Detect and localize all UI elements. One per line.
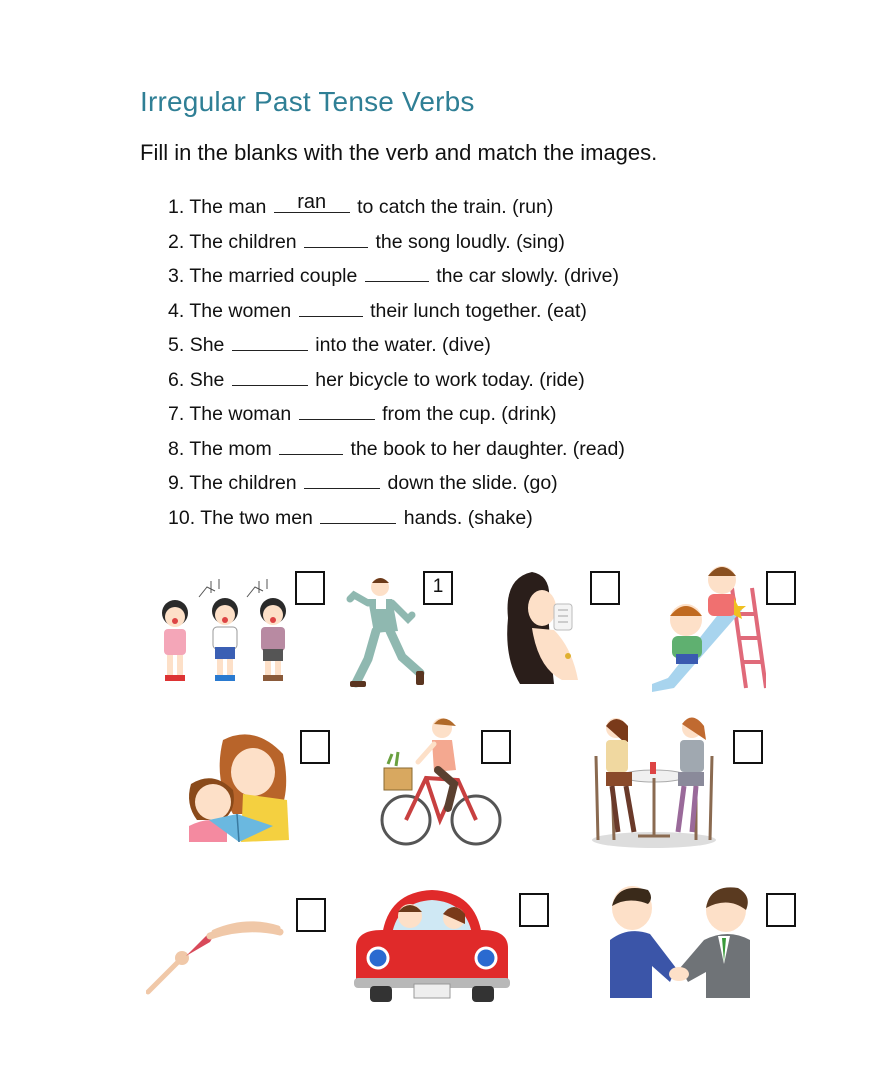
sentence-item: 6. She her bicycle to work today. (ride): [168, 363, 625, 398]
woman-drinking-icon: [502, 568, 586, 686]
answer-blank[interactable]: [232, 330, 308, 351]
answer-blank[interactable]: [279, 434, 343, 455]
match-box[interactable]: 1: [423, 571, 453, 605]
women-lunch-icon: [588, 716, 722, 848]
sentence-item: 1. The man ran to catch the train. (run): [168, 191, 554, 218]
answer-blank[interactable]: [299, 296, 363, 317]
children-slide-icon: [648, 558, 766, 696]
answer-blank[interactable]: [304, 227, 368, 248]
sentence-list: [168, 190, 625, 535]
sentence-item: 8. The mom the book to her daughter. (read): [168, 432, 625, 467]
sentence-item: 9. The children down the slide. (go): [168, 466, 625, 501]
answer-text: ran: [297, 191, 327, 213]
match-box[interactable]: [766, 893, 796, 927]
match-box[interactable]: [519, 893, 549, 927]
singing-children-icon: [155, 575, 295, 693]
mom-reading-icon: [183, 730, 291, 846]
sentence-item: 4. The women their lunch together. (eat): [168, 294, 625, 329]
answer-blank[interactable]: [365, 261, 429, 282]
sentence-item: 10. The two men hands. (shake): [168, 501, 625, 536]
match-box[interactable]: [296, 898, 326, 932]
match-box[interactable]: [481, 730, 511, 764]
page-title: Irregular Past Tense Verbs: [140, 86, 475, 117]
match-box[interactable]: [733, 730, 763, 764]
diver-icon: [146, 914, 284, 996]
match-box[interactable]: [590, 571, 620, 605]
answer-blank[interactable]: [274, 192, 350, 213]
sentence-item: 2. The children the song loudly. (sing): [168, 225, 625, 260]
answer-blank[interactable]: [232, 365, 308, 386]
match-box[interactable]: [300, 730, 330, 764]
handshake-icon: [608, 886, 752, 998]
sentence-item: 5. She into the water. (dive): [168, 328, 625, 363]
match-box[interactable]: [766, 571, 796, 605]
instructions: Fill in the blanks with the verb and match the images.: [140, 140, 658, 165]
answer-blank[interactable]: [299, 399, 375, 420]
match-box[interactable]: [295, 571, 325, 605]
sentence-item: 3. The married couple the car slowly. (drive): [168, 259, 625, 294]
sentence-item: 7. The woman from the cup. (drink): [168, 397, 625, 432]
answer-blank[interactable]: [320, 503, 396, 524]
couple-car-icon: [352, 886, 512, 1006]
answer-blank[interactable]: [304, 468, 380, 489]
